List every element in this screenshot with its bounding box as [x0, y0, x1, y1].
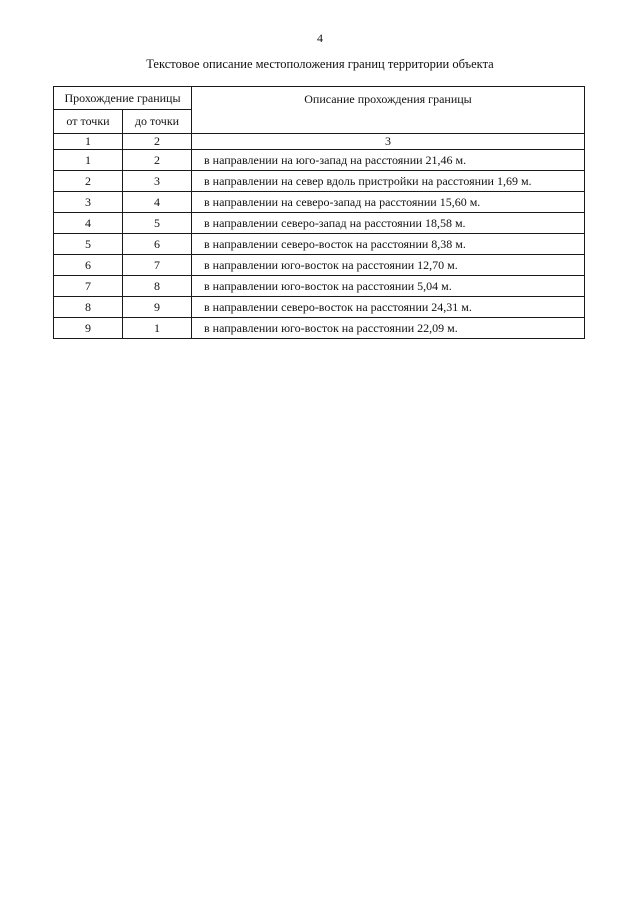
table-row	[54, 255, 585, 276]
from-point-cell: 5	[54, 234, 123, 255]
document-title: Текстовое описание местоположения границ территории объекта	[146, 57, 494, 71]
description-cell: в направлении юго-восток на расстоянии 22,09 м.	[192, 318, 585, 339]
table-row	[54, 234, 585, 255]
to-point-cell: 8	[123, 276, 192, 297]
description-cell: в направлении северо-восток на расстоянии 8,38 м.	[192, 234, 585, 255]
table-row	[54, 276, 585, 297]
to-point-cell: 9	[123, 297, 192, 318]
table-body	[54, 150, 585, 339]
table-row	[54, 213, 585, 234]
header-to-point: до точки	[123, 110, 192, 134]
header-from-point: от точки	[54, 110, 123, 134]
description-cell: в направлении на юго-запад на расстоянии 21,46 м.	[192, 150, 585, 171]
from-point-cell: 8	[54, 297, 123, 318]
from-point-cell: 4	[54, 213, 123, 234]
page-number: 4	[317, 31, 323, 45]
from-point-cell: 3	[54, 192, 123, 213]
from-point-cell: 9	[54, 318, 123, 339]
table-header	[54, 87, 585, 150]
boundary-table	[53, 86, 585, 339]
to-point-cell: 1	[123, 318, 192, 339]
column-number: 3	[192, 134, 585, 150]
to-point-cell: 5	[123, 213, 192, 234]
to-point-cell: 3	[123, 171, 192, 192]
to-point-cell: 2	[123, 150, 192, 171]
from-point-cell: 1	[54, 150, 123, 171]
description-cell: в направлении на север вдоль пристройки на расстоянии 1,69 м.	[192, 171, 585, 192]
header-description: Описание прохождения границы	[192, 87, 585, 134]
to-point-cell: 4	[123, 192, 192, 213]
description-cell: в направлении юго-восток на расстоянии 12,70 м.	[192, 255, 585, 276]
description-cell: в направлении на северо-запад на расстоянии 15,60 м.	[192, 192, 585, 213]
column-number: 1	[54, 134, 123, 150]
table-row	[54, 150, 585, 171]
header-passage: Прохождение границы	[54, 87, 192, 110]
table-row	[54, 318, 585, 339]
column-number: 2	[123, 134, 192, 150]
to-point-cell: 6	[123, 234, 192, 255]
table-row	[54, 171, 585, 192]
description-cell: в направлении юго-восток на расстоянии 5,04 м.	[192, 276, 585, 297]
description-cell: в направлении северо-запад на расстоянии 18,58 м.	[192, 213, 585, 234]
description-cell: в направлении северо-восток на расстоянии 24,31 м.	[192, 297, 585, 318]
table-row	[54, 297, 585, 318]
from-point-cell: 2	[54, 171, 123, 192]
to-point-cell: 7	[123, 255, 192, 276]
table-row	[54, 192, 585, 213]
from-point-cell: 6	[54, 255, 123, 276]
from-point-cell: 7	[54, 276, 123, 297]
